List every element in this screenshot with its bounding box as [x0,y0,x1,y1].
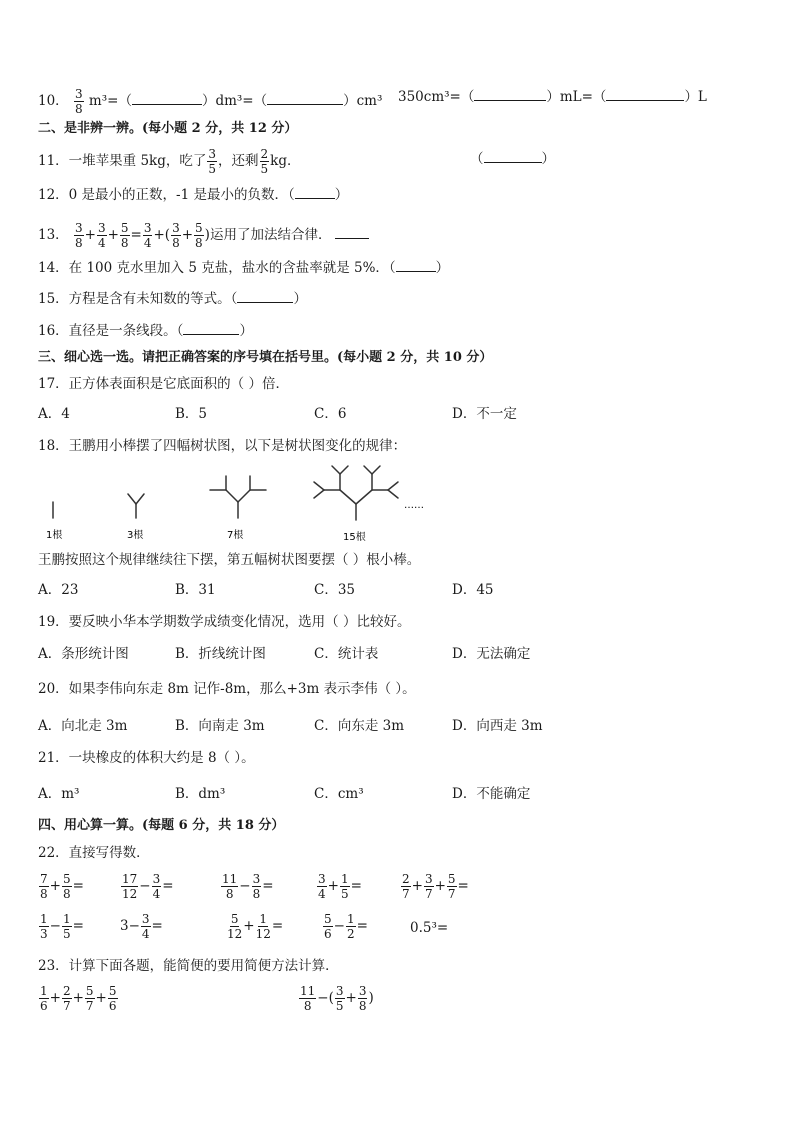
option-c[interactable]: C．cm³ [314,786,364,802]
question-23: 23．计算下面各题，能简便的要用简便方法计算． [38,958,339,974]
question-17: 17．正方体表面积是它底面积的（ ）倍． [38,376,289,392]
fraction: $\frac{3}{4}$ [143,221,152,250]
fraction: $\frac{2}{5}$ [260,147,269,176]
option-b[interactable]: B．向南走 3m [175,718,265,734]
option-b[interactable]: B．31 [175,582,216,598]
question-10-part2: 350cm³=（ ）mL=（ ）L [398,89,707,105]
tree-3 [128,494,144,518]
question-13: 13． $\frac{3}{8}$ + $\frac{3}{4}$ + $\frac{5}{8}$ = $\frac{3}{4}$ +( $\frac{3}{8}$ + $\frac{5}{8}$ )运用了加法结合律． [38,222,369,249]
answer-blank[interactable] [484,150,542,163]
question-15: 15．方程是含有未知数的等式。（ ） [38,291,307,307]
fraction: $\frac{3}{8}$ [172,221,180,250]
tree-label: 7根 [227,530,244,541]
question-11-answer: （ ） [470,151,555,167]
question-11: 11．一堆苹果重 5kg，吃了 $\frac{3}{5}$ ，还剩 $\frac{2}{5}$ kg． [38,147,301,176]
option-d[interactable]: D．45 [452,582,494,598]
tree-label: 1根 [46,530,63,541]
option-b[interactable]: B．dm³ [175,786,226,802]
question-21: 21．一块橡皮的体积大约是 8（ ）。 [38,750,255,766]
section-3-title: 三、细心选一选。请把正确答案的序号填在括号里。(每小题 2 分，共 10 分） [38,350,493,365]
question-18-prompt: 王鹏按照这个规律继续往下摆，第五幅树状图要摆（ ）根小棒。 [38,552,421,568]
question-22: 22．直接写得数． [38,845,150,861]
tree-7 [210,476,266,518]
fraction: $\frac{3}{8}$ [74,221,83,250]
option-a[interactable]: A．条形统计图 [38,646,129,662]
question-12: 12．0 是最小的正数，-1 是最小的负数．（ ） [38,187,349,203]
section-4-title: 四、用心算一算。(每题 6 分，共 18 分） [38,818,285,833]
question-20: 20．如果李伟向东走 8m 记作-8m，那么+3m 表示李伟（ ）。 [38,681,416,697]
option-d[interactable]: D．不能确定 [452,786,531,802]
tree-diagram [38,462,458,546]
question-19-options [38,645,758,663]
expr: $\frac{1}{6}$ + $\frac{2}{7}$ + $\frac{5}{7}$ + $\frac{5}{6}$ [40,984,117,1013]
question-20-options [38,717,758,735]
option-c[interactable]: C．统计表 [314,646,379,662]
expr: 3− $\frac{3}{4}$ = [120,912,163,941]
fraction: $\frac{3}{4}$ [97,221,106,250]
option-c[interactable]: C．向东走 3m [314,718,405,734]
option-d[interactable]: D．不一定 [452,406,517,422]
expr: $\frac{5}{6}$ − $\frac{1}{2}$ = [324,912,368,941]
option-a[interactable]: A．23 [38,582,79,598]
expr: $\frac{3}{4}$ + $\frac{1}{5}$ = [318,872,362,901]
option-d[interactable]: D．向西走 3m [452,718,543,734]
fraction: $\frac{5}{8}$ [120,221,129,250]
option-a[interactable]: A．m³ [38,786,80,802]
expr: $\frac{17}{12}$ − $\frac{3}{4}$ = [122,872,174,901]
question-18: 18．王鹏用小棒摆了四幅树状图，以下是树状图变化的规律： [38,438,407,454]
question-19: 19．要反映小华本学期数学成绩变化情况，选用（ ）比较好。 [38,614,411,630]
expr: 0.5³= [410,920,449,936]
option-b[interactable]: B．折线统计图 [175,646,266,662]
option-c[interactable]: C．35 [314,582,356,598]
expr: $\frac{5}{12}$ + $\frac{1}{12}$ = [227,912,284,941]
tree-15 [314,466,398,520]
answer-blank[interactable] [237,290,293,303]
expr: $\frac{1}{3}$ − $\frac{1}{5}$ = [40,912,84,941]
question-17-options [38,405,758,423]
option-a[interactable]: A．4 [38,406,70,422]
question-18-options [38,581,758,599]
expr: $\frac{11}{8}$ −( $\frac{3}{5}$ + $\frac{3}{8}$ ) [300,984,374,1013]
answer-blank[interactable] [474,88,546,101]
tree-label: 3根 [127,530,144,541]
fraction: $\frac{3}{5}$ [208,147,217,176]
expr: $\frac{7}{8}$ + $\frac{5}{8}$ = [40,872,84,901]
answer-blank[interactable] [335,226,369,239]
question-21-options [38,785,758,803]
answer-blank[interactable] [183,322,239,335]
question-16: 16．直径是一条线段。（ ） [38,323,253,339]
answer-blank[interactable] [606,88,684,101]
question-14: 14．在 100 克水里加入 5 克盐，盐水的含盐率就是 5%．（ ） [38,260,450,276]
option-a[interactable]: A．向北走 3m [38,718,128,734]
answer-blank[interactable] [396,259,436,272]
option-d[interactable]: D．无法确定 [452,646,531,662]
answer-blank[interactable] [295,186,335,199]
ellipsis: …… [404,500,424,511]
question-10: 10． $\frac{3}{8}$ m³=（ ）dm³=（ ）cm³ [38,87,383,116]
option-c[interactable]: C．6 [314,406,347,422]
section-2-title: 二、是非辨一辨。(每小题 2 分，共 12 分） [38,121,298,136]
answer-blank[interactable] [132,92,202,105]
answer-blank[interactable] [267,92,343,105]
expr: $\frac{2}{7}$ + $\frac{3}{7}$ + $\frac{5}{7}$ = [402,872,469,901]
tree-label: 15根 [343,532,366,543]
fraction: $\frac{3}{8}$ [74,87,83,116]
fraction: $\frac{5}{8}$ [195,221,203,250]
option-b[interactable]: B．5 [175,406,208,422]
expr: $\frac{11}{8}$ − $\frac{3}{8}$ = [222,872,274,901]
